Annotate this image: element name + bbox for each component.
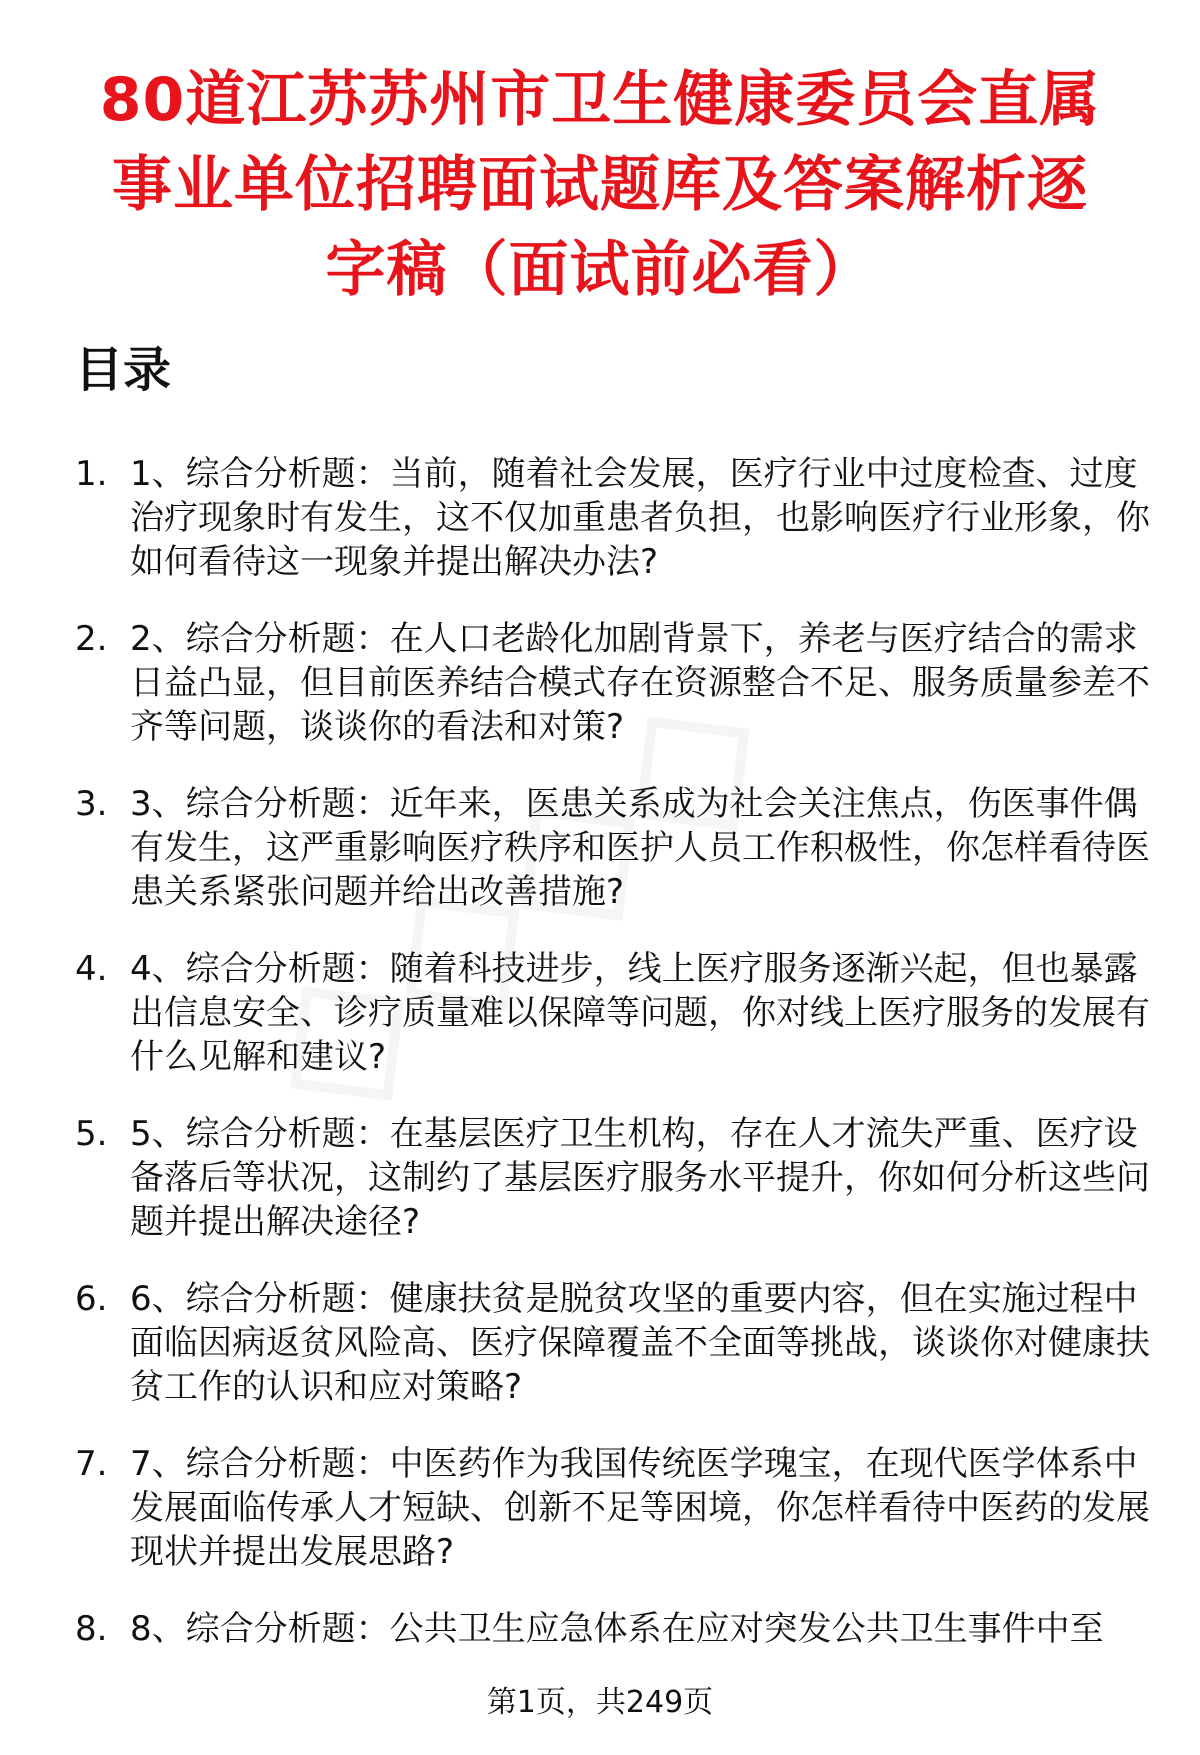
toc-item-1[interactable]	[75, 452, 1155, 584]
toc-item-text: 7、综合分析题：中医药作为我国传统医学瑰宝，在现代医学体系中发展面临传承人才短缺、创新不足等困境，你怎样看待中医药的发展现状并提出发展思路?	[130, 1444, 1150, 1572]
document-title: 80道江苏苏州市卫生健康委员会直属事业单位招聘面试题库及答案解析逐字稿（面试前必看）	[99, 65, 1101, 305]
toc-item-text: 8、综合分析题：公共卫生应急体系在应对突发公共卫生事件中至	[130, 1609, 1104, 1649]
toc-item-number: 7.	[75, 1444, 108, 1484]
toc-item-text: 4、综合分析题：随着科技进步，线上医疗服务逐渐兴起，但也暴露出信息安全、诊疗质量难以保障等问题，你对线上医疗服务的发展有什么见解和建议?	[130, 949, 1150, 1077]
toc-item-7[interactable]	[75, 1442, 1155, 1574]
toc-item-8[interactable]	[75, 1607, 1155, 1651]
toc-item-3[interactable]	[75, 782, 1155, 914]
toc-heading: 目录	[75, 342, 172, 398]
toc-item-2[interactable]	[75, 617, 1155, 749]
toc-item-text: 2、综合分析题：在人口老龄化加剧背景下，养老与医疗结合的需求日益凸显，但目前医养结合模式存在资源整合不足、服务质量参差不齐等问题，谈谈你的看法和对策?	[130, 619, 1150, 747]
page-footer: 第1页，共249页	[486, 1685, 714, 1720]
toc-item-number: 3.	[75, 784, 108, 824]
toc-item-5[interactable]	[75, 1112, 1155, 1244]
toc-item-text: 5、综合分析题：在基层医疗卫生机构，存在人才流失严重、医疗设备落后等状况，这制约了基层医疗服务水平提升，你如何分析这些问题并提出解决途径?	[130, 1114, 1150, 1242]
toc-item-text: 3、综合分析题：近年来，医患关系成为社会关注焦点，伤医事件偶有发生，这严重影响医疗秩序和医护人员工作积极性，你怎样看待医患关系紧张问题并给出改善措施?	[130, 784, 1150, 912]
toc-item-number: 5.	[75, 1114, 108, 1154]
toc-item-text: 1、综合分析题：当前，随着社会发展，医疗行业中过度检查、过度治疗现象时有发生，这不仅加重患者负担，也影响医疗行业形象，你如何看待这一现象并提出解决办法?	[130, 454, 1150, 582]
toc-item-number: 1.	[75, 454, 108, 494]
toc-list	[75, 452, 1155, 1684]
toc-item-4[interactable]	[75, 947, 1155, 1079]
toc-item-number: 4.	[75, 949, 108, 989]
toc-item-number: 6.	[75, 1279, 108, 1319]
toc-item-text: 6、综合分析题：健康扶贫是脱贫攻坚的重要内容，但在实施过程中面临因病返贫风险高、医疗保障覆盖不全面等挑战，谈谈你对健康扶贫工作的认识和应对策略?	[130, 1279, 1150, 1407]
toc-item-6[interactable]	[75, 1277, 1155, 1409]
toc-item-number: 8.	[75, 1609, 108, 1649]
toc-item-number: 2.	[75, 619, 108, 659]
